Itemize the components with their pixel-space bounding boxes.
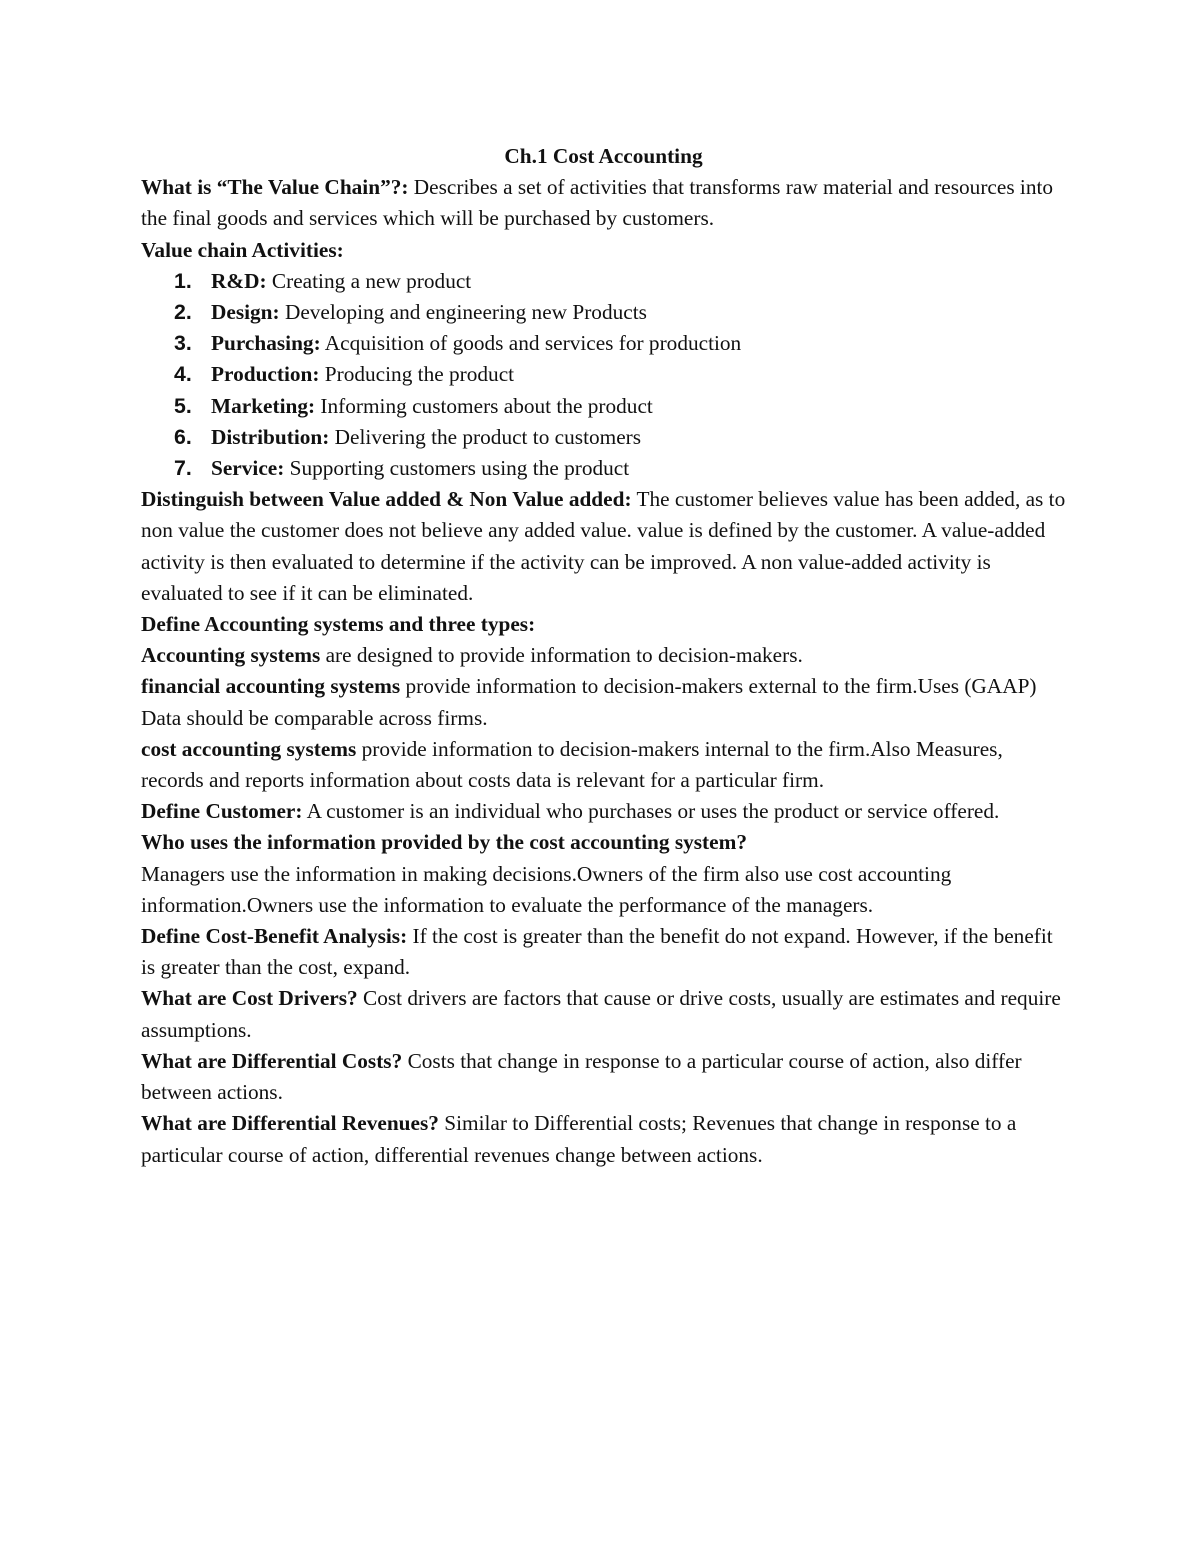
list-item (141, 328, 1066, 359)
activity-desc: Delivering the product to customers (329, 424, 642, 449)
list-number: 7. (174, 456, 192, 481)
activity-desc: Acquisition of goods and services for production (320, 331, 742, 356)
cost-benefit-answer: If the cost is greater than the benefit do not expand. However, if the benefit is greater than the cost, expand. (141, 924, 1053, 980)
value-chain-paragraph (141, 172, 1066, 234)
differential-revenues-question: What are Differential Revenues? (141, 1111, 439, 1136)
activity-desc: Producing the product (319, 362, 515, 387)
list-item (141, 453, 1066, 484)
activity-desc: Creating a new product (266, 268, 472, 293)
cost-systems-desc: provide information to decision-makers internal to the firm.Also Measures, records and reports information about costs data is relevant for a particular firm. (141, 736, 1003, 793)
differential-revenues-paragraph (141, 1108, 1066, 1170)
cost-benefit-question: Define Cost-Benefit Analysis: (141, 924, 408, 949)
differential-costs-paragraph (141, 1046, 1066, 1108)
cost-drivers-answer: Cost drivers are factors that cause or drive costs, usually are estimates and require assumptions. (141, 986, 1061, 1042)
customer-answer: A customer is an individual who purchases or uses the product or service offered. (302, 799, 1000, 824)
value-chain-activities-list (141, 266, 1066, 484)
activity-desc: Informing customers about the product (315, 393, 653, 418)
activity-term: Service: (211, 456, 285, 481)
list-number: 2. (174, 300, 192, 325)
document-page (141, 141, 1066, 1171)
accounting-systems-paragraph (141, 640, 1066, 671)
accounting-systems-desc: are designed to provide information to decision-makers. (320, 643, 803, 668)
activity-term: Design: (211, 300, 280, 325)
value-added-answer: The customer believes value has been added, as to non value the customer does not believe any added value. value is defined by the customer. A value-added activity is then evaluated to determine if the activity can be improved. A non value-added activity is evaluated to see if it can be eliminated. (141, 487, 1066, 605)
who-uses-question: Who uses the information provided by the cost accounting system? (141, 830, 747, 855)
list-item (141, 266, 1066, 297)
list-item (141, 359, 1066, 390)
value-added-paragraph (141, 484, 1066, 609)
value-added-question: Distinguish between Value added & Non Value added: (141, 487, 632, 512)
activity-desc: Developing and engineering new Products (279, 300, 647, 325)
list-number: 3. (174, 331, 192, 356)
cost-drivers-paragraph (141, 983, 1066, 1045)
activity-term: Purchasing: (211, 331, 321, 356)
list-number: 1. (174, 268, 192, 293)
activity-term: Distribution: (211, 424, 330, 449)
financial-systems-term: financial accounting systems (141, 674, 401, 699)
value-chain-answer: Describes a set of activities that transforms raw material and resources into the final goods and services which will be purchased by customers. (141, 175, 1054, 231)
customer-paragraph (141, 796, 1066, 827)
list-item (141, 391, 1066, 422)
differential-costs-answer: Costs that change in response to a particular course of action, also differ between actions. (141, 1048, 1022, 1105)
accounting-systems-term: Accounting systems (141, 643, 321, 668)
differential-costs-question: What are Differential Costs? (141, 1048, 403, 1073)
financial-systems-desc: provide information to decision-makers external to the firm.Uses (GAAP) Data should be comparable across firms. (141, 674, 1037, 730)
cost-systems-paragraph (141, 734, 1066, 796)
differential-revenues-answer: Similar to Differential costs; Revenues that change in response to a particular course of action, differential revenues change between actions. (141, 1111, 1017, 1167)
cost-benefit-paragraph (141, 921, 1066, 983)
activity-desc: Supporting customers using the product (284, 456, 630, 481)
list-item (141, 422, 1066, 453)
activities-heading: Value chain Activities: (141, 237, 344, 262)
cost-systems-term: cost accounting systems (141, 736, 357, 761)
list-number: 4. (174, 362, 192, 387)
cost-drivers-question: What are Cost Drivers? (141, 986, 358, 1011)
activity-term: R&D: (211, 268, 267, 293)
systems-heading: Define Accounting systems and three types: (141, 612, 536, 637)
list-number: 5. (174, 393, 192, 418)
customer-question: Define Customer: (141, 799, 303, 824)
financial-systems-paragraph (141, 671, 1066, 733)
value-chain-question: What is “The Value Chain”?: (141, 175, 409, 200)
activity-term: Production: (211, 362, 320, 387)
activity-term: Marketing: (211, 393, 316, 418)
who-uses-answer: Managers use the information in making decisions.Owners of the firm also use cost accounting information.Owners use the information to evaluate the performance of the managers. (141, 861, 952, 917)
list-item (141, 297, 1066, 328)
document-title: Ch.1 Cost Accounting (504, 144, 703, 168)
list-number: 6. (174, 424, 192, 449)
